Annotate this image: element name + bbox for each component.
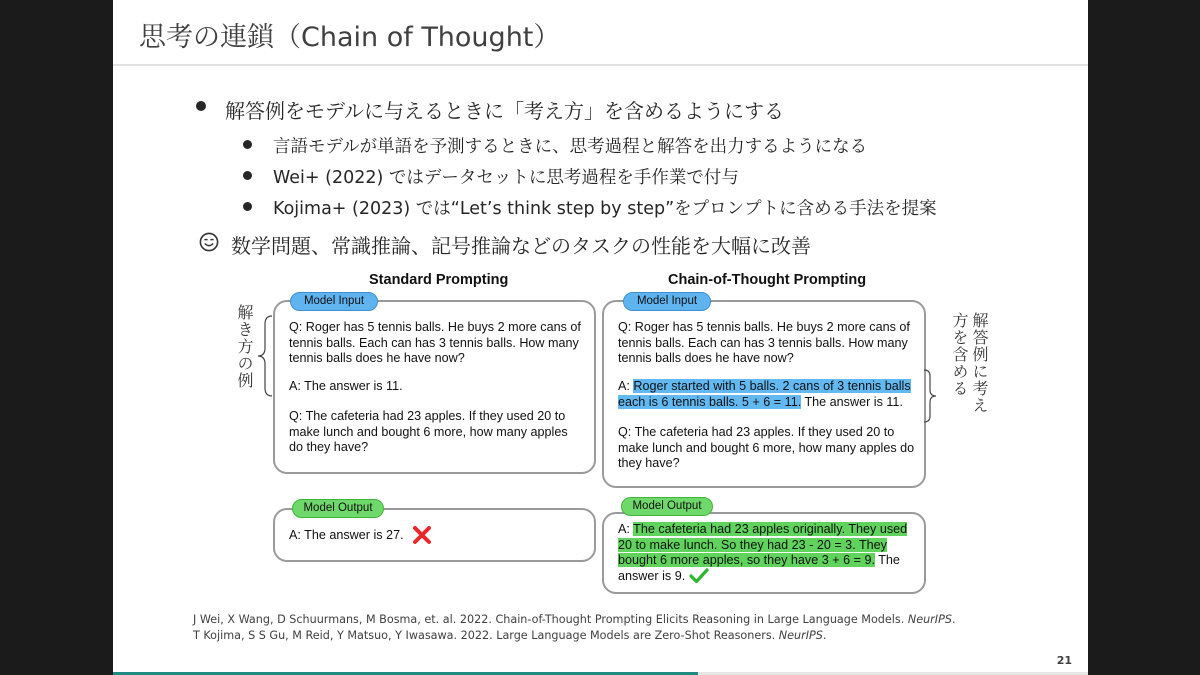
bullet-item-sub: Kojima+ (2023) では“Let’s think step by step”をプロンプトに含める手法を提案 bbox=[273, 199, 937, 219]
standard-input-a1: A: The answer is 11. bbox=[289, 379, 403, 393]
cot-model-input-label: Model Input bbox=[623, 292, 711, 311]
reference-1-venue: NeurIPS bbox=[907, 613, 952, 626]
smile-icon bbox=[199, 232, 219, 252]
cot-output-highlight: The cafeteria had 23 apples originally. They used 20 to make lunch. So they had 23 - 20 = 3. They bought 6 more apples, so they have 3 + 6 = 9. bbox=[618, 522, 908, 568]
cot-output-suffix: The answer is 9. bbox=[618, 553, 900, 583]
cot-input-q2: Q: The cafeteria had 23 apples. If they used 20 to make lunch and bought 6 more, how many apples do they have? bbox=[618, 425, 915, 471]
wrong-cross-icon bbox=[412, 525, 432, 545]
cot-input-box bbox=[602, 300, 926, 488]
reference-2 bbox=[193, 628, 956, 644]
reference-2-end: . bbox=[822, 629, 827, 642]
cot-output-text bbox=[618, 522, 914, 584]
standard-model-input-label: Model Input bbox=[290, 292, 378, 311]
correct-check-icon bbox=[689, 568, 709, 584]
cot-input-q1: Q: Roger has 5 tennis balls. He buys 2 more cans of tennis balls. Each can has 3 tennis balls. How many tennis balls does he have now? bbox=[618, 320, 910, 366]
standard-input-box bbox=[273, 300, 596, 474]
bullet-dot bbox=[243, 140, 252, 149]
cot-a1-suffix: The answer is 11. bbox=[801, 394, 903, 409]
bullet-dot bbox=[243, 202, 252, 211]
reference-1-end: . bbox=[951, 613, 956, 626]
reference-1-text: J Wei, X Wang, D Schuurmans, M Bosma, et. al. 2022. Chain-of-Thought Prompting Elicits Reasoning in Large Language Models. bbox=[193, 613, 908, 626]
reference-1 bbox=[193, 612, 956, 628]
references bbox=[193, 612, 956, 644]
cot-reasoning-highlight: Roger started with 5 balls. 2 cans of 3 tennis balls each is 6 tennis balls. 5 + 6 = 11. bbox=[618, 379, 911, 409]
left-brace bbox=[256, 314, 274, 398]
right-side-label: 解答例に考え方を含める bbox=[950, 312, 989, 414]
cot-model-output-label: Model Output bbox=[621, 497, 713, 516]
bullet-dot bbox=[196, 101, 206, 111]
bullet-item-sub: Wei+ (2022) ではデータセットに思考過程を手作業で付与 bbox=[273, 168, 739, 188]
cot-a1-prefix: A: bbox=[618, 379, 634, 393]
slide bbox=[113, 0, 1088, 675]
cot-output-box bbox=[602, 512, 926, 594]
slide-title: 思考の連鎖（Chain of Thought） bbox=[139, 22, 561, 53]
bullet-dot bbox=[243, 171, 252, 180]
standard-model-output-label: Model Output bbox=[292, 499, 384, 518]
standard-input-q2: Q: The cafeteria had 23 apples. If they used 20 to make lunch and bought 6 more, how many apples do they have? bbox=[289, 409, 568, 455]
bullet-item-sub: 言語モデルが単語を予測するときに、思考過程と解答を出力するようになる bbox=[273, 137, 868, 157]
standard-prompting-heading: Standard Prompting bbox=[369, 272, 509, 288]
reference-2-venue: NeurIPS bbox=[778, 629, 823, 642]
reference-2-text: T Kojima, S S Gu, M Reid, Y Matsuo, Y Iwasawa. 2022. Large Language Models are Zero-Shot Reasoners. bbox=[193, 629, 779, 642]
standard-output-text: A: The answer is 27. bbox=[289, 528, 404, 542]
page-number: 21 bbox=[1056, 654, 1072, 667]
standard-input-q1: Q: Roger has 5 tennis balls. He buys 2 more cans of tennis balls. Each can has 3 tennis balls. How many tennis balls does he have now? bbox=[289, 320, 581, 366]
left-side-label: 解き方の例 bbox=[235, 304, 254, 389]
title-divider bbox=[113, 64, 1088, 66]
bullet-item-main: 解答例をモデルに与えるときに「考え方」を含めるようにする bbox=[225, 99, 784, 123]
right-brace bbox=[922, 368, 938, 424]
bullet-item-result: 数学問題、常識推論、記号推論などのタスクの性能を大幅に改善 bbox=[231, 234, 811, 258]
cot-output-prefix: A: bbox=[618, 522, 634, 536]
cot-prompting-heading: Chain-of-Thought Prompting bbox=[668, 272, 867, 288]
cot-input-a1 bbox=[618, 379, 916, 410]
